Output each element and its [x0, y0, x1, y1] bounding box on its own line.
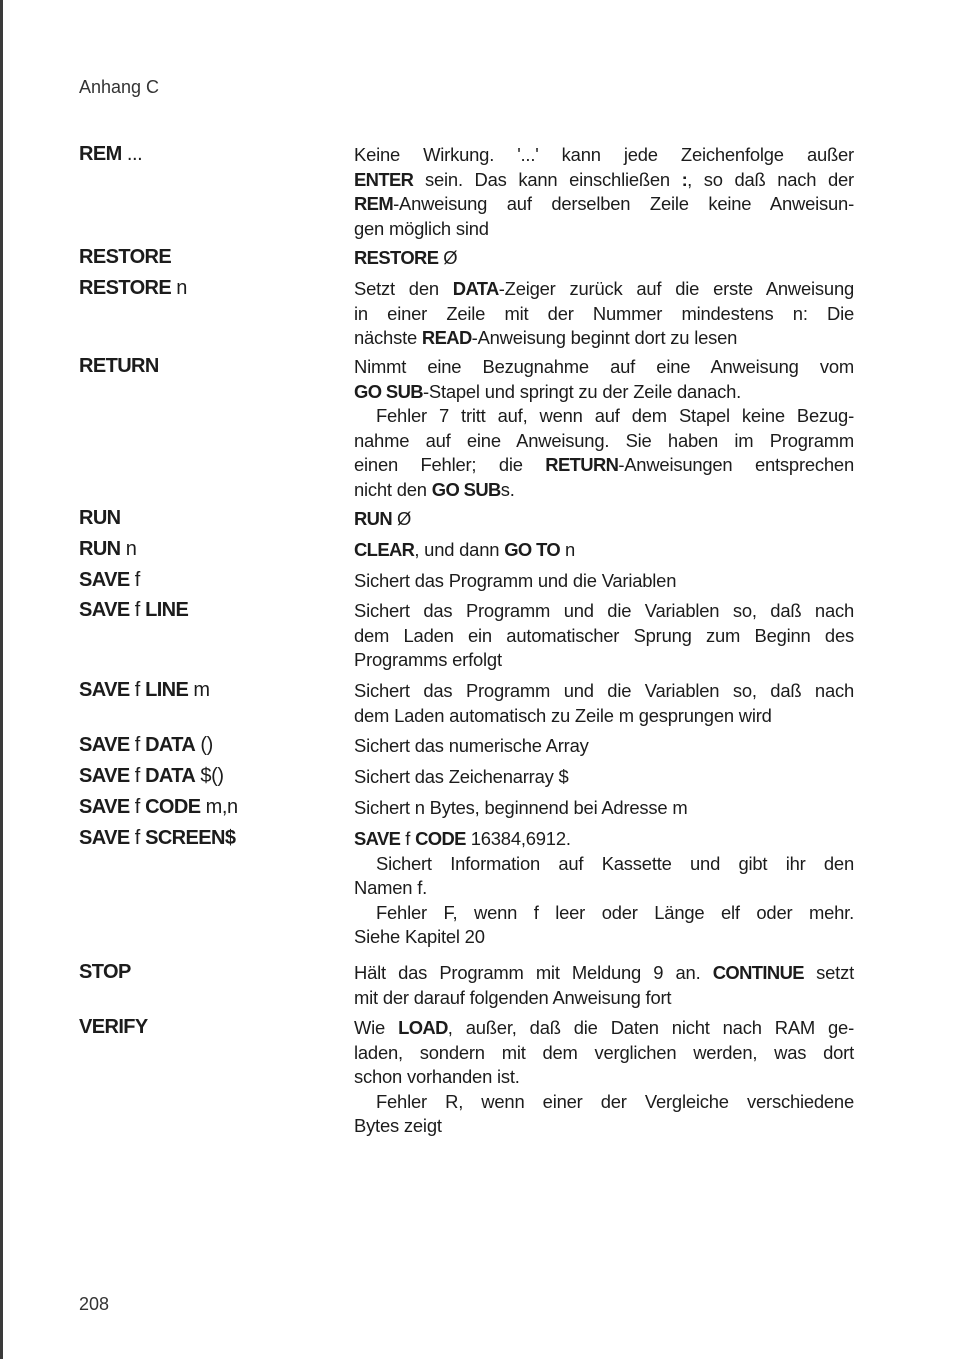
page-edge [0, 0, 3, 1359]
description-text: schon vorhanden ist. [354, 1066, 520, 1087]
description-text: gen möglich sind [354, 217, 489, 239]
keyword-text: LOAD [398, 1017, 448, 1038]
description-text: Sichert das Programm und die Variablen so, daß nach [354, 680, 854, 701]
description-line [354, 217, 854, 242]
description-text: sein. Das kann einschließen [413, 168, 682, 190]
keyword-text: CLEAR [354, 539, 415, 560]
description-text: Programms erfolgt [354, 649, 502, 670]
description-text: Namen f. [354, 877, 428, 898]
keyword-text: RETURN [545, 454, 619, 475]
description-text: Fehler F, wenn f leer oder Länge elf oder mehr. [376, 901, 854, 923]
description-text: Bytes zeigt [354, 1115, 442, 1136]
description-text: in einer Zeile mit der Nummer mindestens n: Die [354, 302, 854, 324]
description-text: Sichert Information auf Kassette und gibt ihr den [376, 852, 854, 874]
command-keyword: SAVE [79, 679, 130, 701]
description-line [354, 453, 854, 478]
keyword-text: GO SUB [354, 380, 423, 402]
command-description [354, 246, 854, 271]
description-line [354, 648, 854, 673]
command-keyword: RETURN [79, 355, 159, 377]
command-name [79, 733, 213, 758]
keyword-text: ENTER [354, 168, 414, 190]
description-line [354, 796, 854, 821]
command-description [354, 599, 854, 673]
description-text: -Anweisungen entsprechen [618, 454, 854, 475]
description-text: , und dann [414, 539, 505, 560]
description-text: Hält das Programm mit Meldung 9 an. [354, 962, 713, 983]
description-line [354, 429, 854, 454]
command-keyword: RUN [79, 507, 121, 529]
command-keyword: LINE [145, 679, 189, 701]
description-text: Fehler R, wenn einer der Vergleiche verschiedene [376, 1090, 854, 1112]
command-args: f [129, 734, 146, 756]
command-description [354, 679, 854, 728]
keyword-text: SAVE [354, 828, 401, 849]
command-description [354, 1016, 854, 1139]
command-keyword: DATA [145, 765, 196, 787]
description-line [354, 624, 854, 649]
description-text: setzt [803, 962, 854, 983]
command-args: m [188, 679, 210, 701]
description-text: n [560, 539, 576, 560]
description-line [354, 599, 854, 624]
command-description [354, 277, 854, 351]
description-line [354, 1065, 854, 1090]
description-text: einen Fehler; die [354, 454, 546, 475]
command-name [79, 276, 187, 301]
command-keyword: CODE [145, 796, 201, 818]
description-text: -Stapel und springt zu der Zeile danach. [422, 380, 742, 402]
description-line [354, 246, 854, 271]
keyword-text: READ [421, 327, 472, 348]
command-args: ... [121, 143, 143, 165]
description-line [354, 192, 854, 217]
description-line [354, 901, 854, 926]
description-line [354, 765, 854, 790]
description-line [354, 404, 854, 429]
page-number: 208 [79, 1294, 110, 1314]
description-text: , außer, daß die Daten nicht nach RAM ge- [447, 1017, 855, 1038]
description-text: Ø [392, 508, 412, 529]
description-text: Sichert das Zeichenarray $ [354, 766, 569, 787]
description-text: dem Laden ein automatischer Sprung zum Beginn des [354, 624, 854, 646]
keyword-text: RUN [354, 508, 393, 529]
keyword-text: RESTORE [354, 247, 439, 268]
command-keyword: REM [79, 143, 122, 165]
description-line [354, 925, 854, 950]
description-line [354, 478, 854, 503]
command-description [354, 507, 854, 532]
description-text: Keine Wirkung. '...' kann jede Zeichenfolge außer [354, 144, 854, 165]
command-description [354, 355, 854, 502]
description-line [354, 302, 854, 327]
command-args: f [129, 827, 146, 849]
command-description [354, 143, 854, 241]
command-description [354, 538, 854, 563]
description-text: Sichert das Programm und die Variablen so, daß nach [354, 600, 854, 621]
description-line [354, 143, 854, 168]
description-text: -Zeiger zurück auf die erste Anweisung [498, 278, 855, 299]
description-text: nicht den [354, 478, 432, 500]
description-line [354, 1114, 854, 1139]
description-line [354, 704, 854, 729]
description-text: dem Laden automatisch zu Zeile m gesprungen wird [354, 704, 772, 726]
command-name [79, 598, 188, 623]
description-line [354, 538, 854, 563]
command-description [354, 796, 854, 821]
description-text: laden, sondern mit dem verglichen werden, was dort [354, 1041, 854, 1063]
command-keyword: SAVE [79, 827, 130, 849]
command-name [79, 142, 142, 167]
command-args: f [129, 796, 146, 818]
description-text: Siehe Kapitel 20 [354, 926, 485, 947]
page-header: Anhang C [79, 77, 160, 97]
description-text: Fehler 7 tritt auf, wenn auf dem Stapel keine Bezug- [376, 405, 854, 426]
description-text: Sichert n Bytes, beginnend bei Adresse m [354, 797, 688, 818]
keyword-text: REM [354, 193, 394, 214]
command-name [79, 678, 210, 703]
description-line [354, 569, 854, 594]
description-text: Sichert das Programm und die Variablen [354, 570, 677, 591]
description-line [354, 1041, 854, 1066]
keyword-text: GO TO [504, 539, 561, 560]
command-name [79, 764, 224, 789]
keyword-text: GO SUB [431, 478, 501, 500]
command-description [354, 765, 854, 790]
description-line [354, 326, 854, 351]
command-keyword: DATA [145, 734, 196, 756]
description-text: mit der darauf folgenden Anweisung fort [354, 986, 672, 1008]
command-description [354, 734, 854, 759]
command-name [79, 1015, 148, 1040]
description-text: nahme auf eine Anweisung. Sie haben im Programm [354, 429, 854, 451]
description-line [354, 876, 854, 901]
command-keyword: RESTORE [79, 246, 172, 268]
description-line [354, 679, 854, 704]
command-name [79, 537, 136, 562]
command-keyword: SAVE [79, 599, 130, 621]
command-args: f [129, 599, 146, 621]
command-keyword: SAVE [79, 796, 130, 818]
command-name [79, 826, 235, 851]
command-name [79, 245, 171, 270]
description-text: Setzt den [354, 278, 453, 299]
command-keyword: STOP [79, 961, 131, 983]
command-keyword: LINE [145, 599, 189, 621]
description-text: -Anweisung auf derselben Zeile keine Anweisun- [393, 193, 854, 214]
keyword-text: : [681, 168, 688, 190]
command-name [79, 960, 131, 985]
description-line [354, 355, 854, 380]
description-text: -Anweisung beginnt dort zu lesen [471, 327, 738, 348]
command-args: n [171, 277, 188, 299]
description-text: Ø [438, 247, 458, 268]
keyword-text: CODE [415, 828, 466, 849]
description-line [354, 168, 854, 193]
command-args: f [129, 679, 146, 701]
command-keyword: RESTORE [79, 277, 172, 299]
command-args: $() [195, 765, 224, 787]
command-keyword: SCREEN$ [145, 827, 236, 849]
description-text: , so daß nach der [687, 168, 854, 190]
description-line [354, 852, 854, 877]
command-args: n [120, 538, 137, 560]
command-name [79, 795, 238, 820]
description-text: f [400, 828, 416, 849]
description-line [354, 986, 854, 1011]
description-text: 16384,6912. [465, 828, 571, 849]
description-text: s. [500, 478, 515, 500]
description-line [354, 961, 854, 986]
description-line [354, 827, 854, 852]
description-line [354, 380, 854, 405]
command-description [354, 569, 854, 594]
description-line [354, 277, 854, 302]
description-text: Sichert das numerische Array [354, 735, 589, 756]
command-args: f [129, 765, 146, 787]
keyword-text: CONTINUE [712, 962, 804, 983]
command-name [79, 506, 121, 531]
command-keyword: SAVE [79, 734, 130, 756]
description-text: Wie [354, 1017, 399, 1038]
description-line [354, 507, 854, 532]
command-keyword: SAVE [79, 569, 130, 591]
command-args: () [195, 734, 213, 756]
command-name [79, 568, 140, 593]
command-keyword: SAVE [79, 765, 130, 787]
command-name [79, 354, 159, 379]
command-description [354, 961, 854, 1010]
command-description [354, 827, 854, 950]
description-line [354, 734, 854, 759]
description-line [354, 1090, 854, 1115]
keyword-text: DATA [452, 278, 499, 299]
command-args: m,n [200, 796, 238, 818]
description-text: Nimmt eine Bezugnahme auf eine Anweisung vom [354, 356, 854, 377]
command-keyword: VERIFY [79, 1016, 148, 1038]
command-keyword: RUN [79, 538, 121, 560]
command-args: f [129, 569, 140, 591]
description-line [354, 1016, 854, 1041]
description-text: nächste [354, 327, 422, 348]
